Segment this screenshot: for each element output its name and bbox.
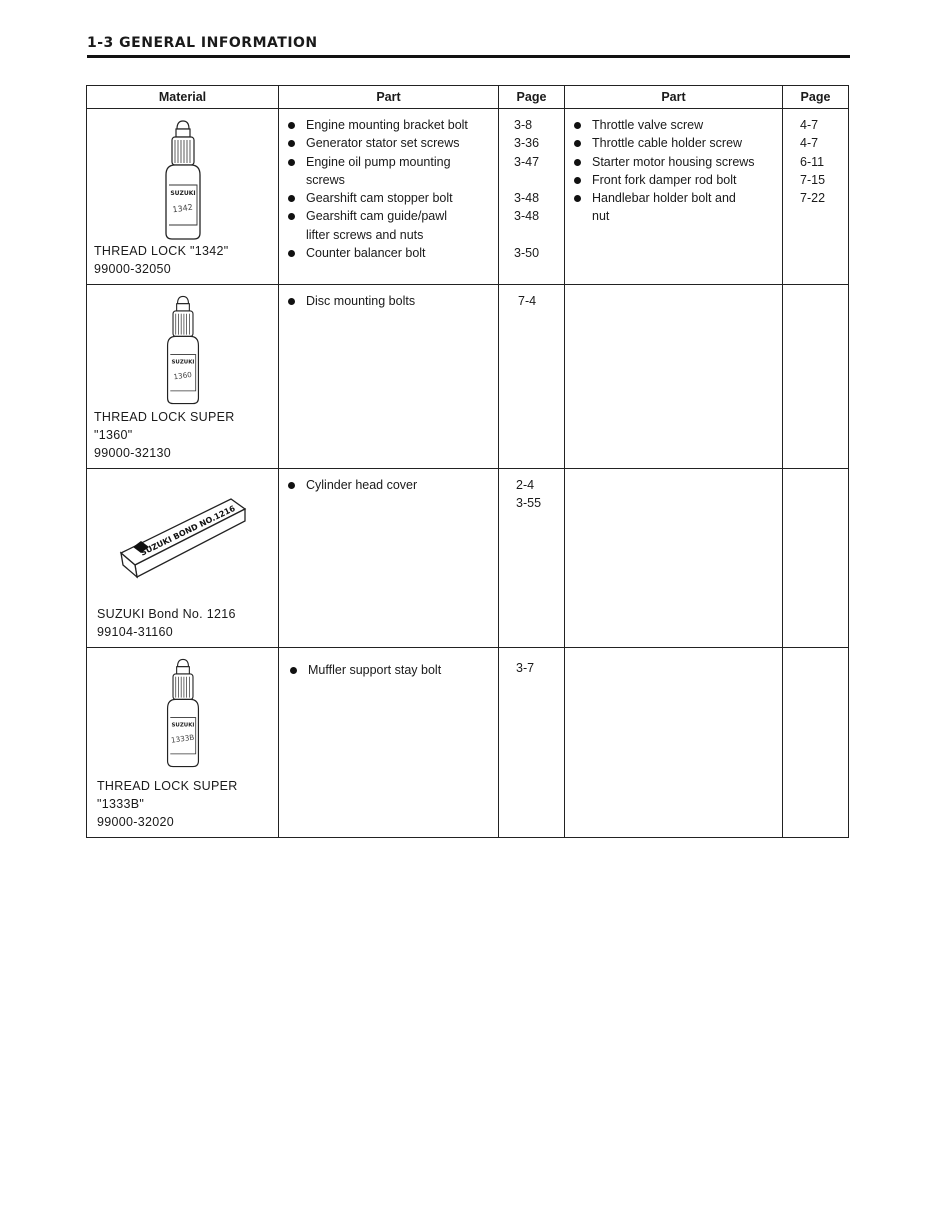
material-cell bbox=[87, 469, 279, 648]
bullet-icon bbox=[288, 159, 295, 166]
bond-tube-image bbox=[113, 487, 253, 582]
material-label: THREAD LOCK SUPER "1360" 99000-32130 bbox=[94, 410, 235, 460]
bullet-icon bbox=[288, 250, 295, 257]
parts-cell-2 bbox=[565, 648, 783, 838]
pages-cell bbox=[499, 285, 565, 469]
bullet-icon bbox=[288, 298, 295, 305]
list-item: Gearshift cam guide/pawl bbox=[288, 207, 497, 225]
list-item: Disc mounting bolts bbox=[288, 292, 497, 310]
page-ref: 7-15 bbox=[800, 172, 826, 187]
table-row bbox=[87, 648, 849, 838]
page-ref: 7-22 bbox=[800, 191, 826, 206]
bullet-icon bbox=[574, 177, 581, 184]
bullet-icon bbox=[574, 122, 581, 129]
list-item: Counter balancer bolt bbox=[288, 244, 497, 262]
material-label: THREAD LOCK "1342" 99000-32050 bbox=[94, 244, 229, 276]
table-row bbox=[87, 109, 849, 285]
list-item: Engine oil pump mounting bbox=[288, 153, 497, 171]
list-item: Throttle valve screw bbox=[574, 116, 781, 134]
bullet-icon bbox=[574, 195, 581, 202]
list-item: Engine mounting bracket bolt bbox=[288, 116, 497, 134]
pages-cell-2 bbox=[783, 285, 849, 469]
page-ref: 3-48 bbox=[514, 209, 540, 224]
pages-cell-2 bbox=[783, 469, 849, 648]
list-item-continuation: lifter screws and nuts bbox=[306, 227, 424, 242]
page-title: 1-3 GENERAL INFORMATION bbox=[87, 35, 318, 51]
materials-table bbox=[86, 85, 849, 838]
list-item-continuation: nut bbox=[592, 209, 610, 224]
parts-cell bbox=[279, 285, 499, 469]
page-header bbox=[87, 35, 850, 58]
page-ref: 4-7 bbox=[800, 118, 819, 132]
material-cell bbox=[87, 109, 279, 285]
bullet-icon bbox=[288, 213, 295, 220]
table-row bbox=[87, 469, 849, 648]
page-ref: 3-36 bbox=[514, 136, 540, 151]
parts-cell-2 bbox=[565, 109, 783, 285]
page-ref: 3-50 bbox=[514, 246, 540, 261]
column-header-page-2: Page bbox=[783, 86, 849, 109]
svg-text:1342: 1342 bbox=[171, 202, 193, 215]
page-ref: 3-8 bbox=[514, 118, 533, 132]
list-item: Generator stator set screws bbox=[288, 134, 497, 152]
bullet-icon bbox=[288, 482, 295, 489]
column-header-page: Page bbox=[499, 86, 565, 109]
column-header-part: Part bbox=[279, 86, 499, 109]
list-item: Gearshift cam stopper bolt bbox=[288, 189, 497, 207]
list-item: Cylinder head cover bbox=[288, 476, 497, 494]
list-item: Starter motor housing screws bbox=[574, 153, 781, 171]
svg-text:SUZUKI BOND NO.1216: SUZUKI BOND NO.1216 bbox=[138, 503, 237, 558]
list-item-continuation: screws bbox=[306, 172, 345, 187]
parts-cell-2 bbox=[565, 469, 783, 648]
page-ref: 2-4 bbox=[516, 478, 535, 492]
bullet-icon bbox=[290, 667, 297, 674]
parts-cell bbox=[279, 469, 499, 648]
pages-cell-2 bbox=[783, 109, 849, 285]
list-item: Muffler support stay bolt bbox=[290, 661, 497, 679]
parts-cell-2 bbox=[565, 285, 783, 469]
material-label: THREAD LOCK SUPER "1333B" 99000-32020 bbox=[97, 779, 238, 829]
material-label: SUZUKI Bond No. 1216 99104-31160 bbox=[97, 607, 236, 639]
parts-cell bbox=[279, 648, 499, 838]
list-item: Front fork damper rod bolt bbox=[574, 171, 781, 189]
list-item: Handlebar holder bolt and bbox=[574, 189, 781, 207]
bullet-icon bbox=[288, 122, 295, 129]
page-ref: 3-48 bbox=[514, 191, 540, 206]
svg-text:SUZUKI: SUZUKI bbox=[171, 359, 194, 366]
svg-text:SUZUKI: SUZUKI bbox=[169, 190, 196, 197]
pages-cell bbox=[499, 469, 565, 648]
material-cell bbox=[87, 285, 279, 469]
page-ref: 4-7 bbox=[800, 136, 819, 151]
bullet-icon bbox=[574, 159, 581, 166]
pages-cell bbox=[499, 648, 565, 838]
column-header-part-2: Part bbox=[565, 86, 783, 109]
svg-text:1333B: 1333B bbox=[169, 732, 195, 745]
svg-text:SUZUKI: SUZUKI bbox=[171, 722, 194, 729]
page-ref: 7-4 bbox=[518, 294, 537, 308]
thread-lock-bottle-image bbox=[153, 654, 213, 772]
column-header-material: Material bbox=[87, 86, 279, 109]
pages-cell bbox=[499, 109, 565, 285]
svg-text:1360: 1360 bbox=[172, 369, 192, 382]
table-header-row bbox=[87, 86, 849, 109]
thread-lock-bottle-image bbox=[153, 291, 213, 409]
page-ref: 3-7 bbox=[516, 661, 535, 675]
bullet-icon bbox=[288, 195, 295, 202]
bullet-icon bbox=[574, 140, 581, 147]
bullet-icon bbox=[288, 140, 295, 147]
parts-cell bbox=[279, 109, 499, 285]
material-cell bbox=[87, 648, 279, 838]
table-row bbox=[87, 285, 849, 469]
page-ref: 3-55 bbox=[516, 496, 542, 511]
page-ref: 3-47 bbox=[514, 154, 540, 169]
page-ref: 6-11 bbox=[800, 154, 825, 169]
pages-cell-2 bbox=[783, 648, 849, 838]
thread-lock-bottle-image bbox=[153, 115, 213, 245]
list-item: Throttle cable holder screw bbox=[574, 134, 781, 152]
